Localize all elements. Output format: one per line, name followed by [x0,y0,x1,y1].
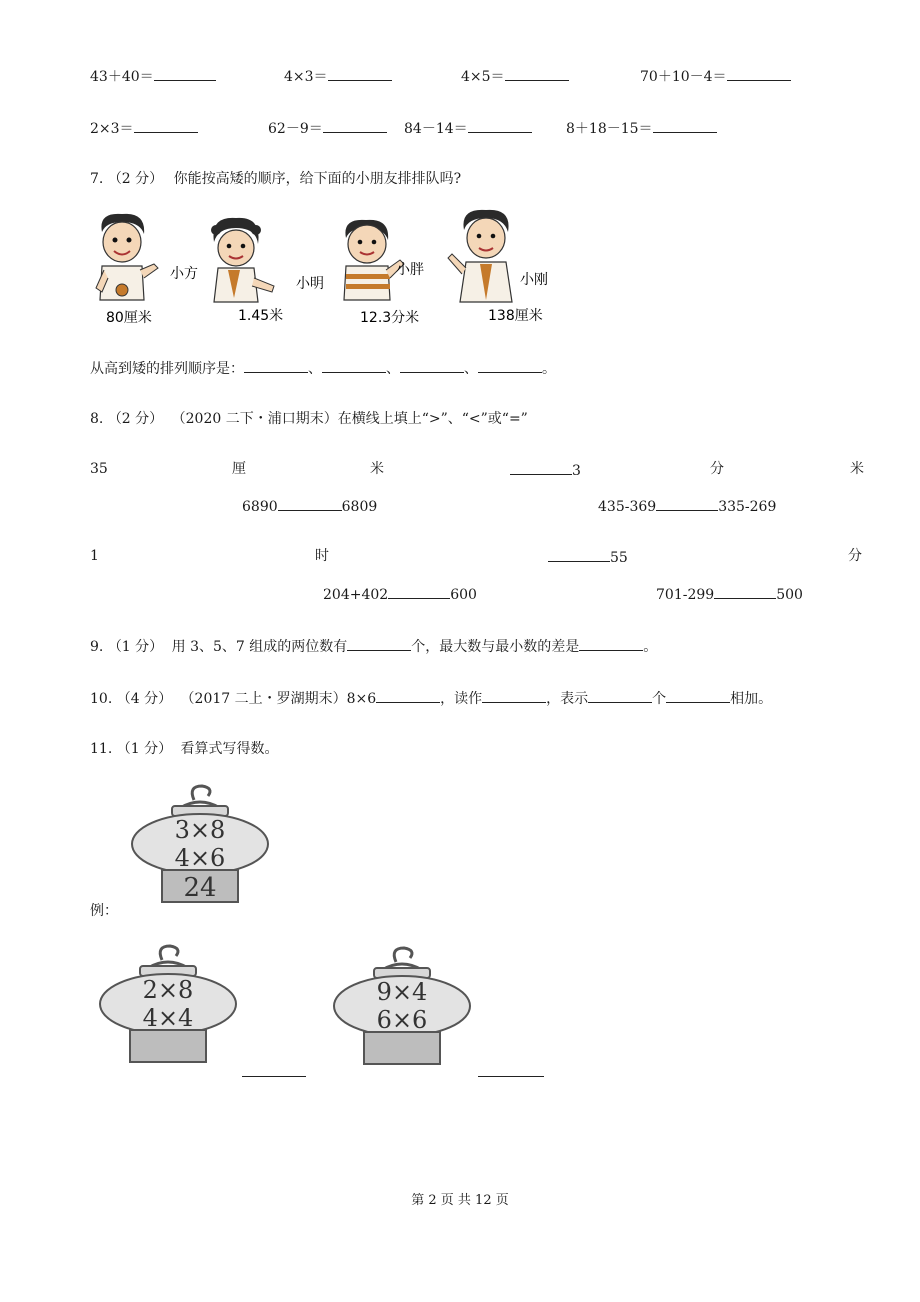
arith-item [90,66,216,86]
question-text: 你能按高矮的顺序，给下面的小朋友排排队吗? [173,171,462,187]
answer-blank[interactable] [322,358,386,373]
lantern-bottom-expr: 6×6 [376,1006,428,1034]
kid-name: 小明 [296,276,324,292]
question-number: 8. [90,411,104,427]
question-number: 11. [90,741,113,757]
q8-item [548,547,628,567]
answer-blank[interactable] [388,584,450,599]
question-number: 7. [90,171,104,187]
question-score: （1 分） [116,741,173,757]
answer-blank[interactable] [468,118,532,133]
q8-text: 55 [610,550,628,566]
question-score: （2 分） [107,171,164,187]
question-10 [90,688,772,708]
answer-blank[interactable] [376,688,440,703]
lantern-bottom-expr: 4×6 [174,844,226,872]
question-text: 用 3、5、7 组成的两位数有 [171,639,348,655]
kids-illustration [88,208,568,332]
arith-expr: 70＋10－4＝ [640,69,727,85]
question-9 [90,636,657,656]
q11-item [242,1062,306,1082]
kid-height: 80厘米 [106,310,152,326]
lantern-bottom-expr: 4×4 [142,1004,194,1032]
answer-blank[interactable] [242,1062,306,1077]
kid-name: 小方 [170,266,198,282]
q8-text: 701-299 [656,587,715,603]
question-number: 9. [90,639,104,655]
arith-item [404,118,532,138]
answer-blank[interactable] [714,584,776,599]
terminator: 。 [542,361,556,377]
lantern-top-expr: 9×4 [376,978,428,1006]
q8-item [323,584,477,604]
q8-text: 米 [850,461,864,477]
q11-item [478,1062,544,1082]
q8-text: 米 [370,461,384,477]
answer-blank[interactable] [727,66,791,81]
question-score: （2 分） [107,411,164,427]
question-score: （4 分） [116,691,173,707]
question-text: 。 [643,639,658,655]
q8-text: 3 [572,463,581,479]
q8-item [242,496,377,516]
kid-figure-icon [344,220,404,300]
answer-blank[interactable] [134,118,198,133]
answer-blank[interactable] [588,688,652,703]
example-label: 例： [90,903,118,919]
question-number: 10. [90,691,113,707]
q8-text: 时 [315,548,329,564]
q8-item [656,584,803,604]
question-text: 相加。 [730,691,773,707]
answer-blank[interactable] [653,118,717,133]
q8-text: 35 [90,461,108,477]
question-text: 看算式写得数。 [180,741,279,757]
arith-item [566,118,717,138]
q7-answer-line [90,358,556,378]
question-11 [90,740,279,758]
kid-height: 1.45米 [238,308,284,324]
kid-height: 12.3分米 [360,310,420,326]
answer-blank[interactable] [244,358,308,373]
arith-item [640,66,791,86]
question-score: （1 分） [107,639,164,655]
kid-height: 138厘米 [488,308,543,324]
lantern-2 [330,944,476,1068]
answer-blank[interactable] [579,636,643,651]
question-text: ，表示 [546,691,589,707]
question-text: （2020 二下・浦口期末）在横线上填上“>”、“<”或“=” [171,411,528,427]
page-footer: 第 2 页 共 12 页 [411,1193,509,1208]
arith-expr: 4×3＝ [284,69,328,85]
answer-blank[interactable] [347,636,411,651]
answer-blank[interactable] [328,66,392,81]
question-text: 个 [652,691,667,707]
answer-blank[interactable] [482,688,546,703]
answer-blank[interactable] [510,460,572,475]
arith-item [268,118,387,138]
question-7 [90,170,461,188]
answer-prefix: 从高到矮的排列顺序是： [90,361,244,377]
separator: 、 [386,361,400,377]
example-lantern [128,782,274,906]
arith-expr: 4×5＝ [461,69,505,85]
answer-blank[interactable] [478,358,542,373]
answer-blank[interactable] [400,358,464,373]
answer-blank[interactable] [154,66,216,81]
lantern-result: 24 [183,873,217,903]
arith-item [461,66,569,86]
question-text: 个，最大数与最小数的差是 [411,639,580,655]
kid-figure-icon [211,218,274,302]
lantern-top-expr: 3×8 [174,816,226,844]
question-text: （2017 二上・罗湖期末）8×6 [180,691,377,707]
arith-expr: 62－9＝ [268,121,323,137]
lantern-top-expr: 2×8 [142,976,194,1004]
arith-item [90,118,198,138]
question-text: ，读作 [440,691,483,707]
separator: 、 [464,361,478,377]
answer-blank[interactable] [323,118,387,133]
q8-text: 500 [776,587,803,603]
q8-text: 6809 [341,499,378,515]
answer-blank[interactable] [478,1062,544,1077]
lantern-1 [96,942,242,1066]
kid-name: 小胖 [396,262,424,278]
separator: 、 [308,361,322,377]
q8-text: 6890 [242,499,278,515]
kid-figure-icon [96,214,158,300]
answer-blank[interactable] [505,66,569,81]
arith-item [284,66,392,86]
q8-text: 1 [90,548,99,564]
q8-text: 335-269 [718,499,777,515]
question-8 [90,410,528,428]
q8-text: 分 [848,548,862,564]
q8-item [510,460,581,480]
arith-expr: 2×3＝ [90,121,134,137]
arith-expr: 84－14＝ [404,121,468,137]
answer-blank[interactable] [548,547,610,562]
answer-blank[interactable] [278,496,342,511]
q8-item [598,496,776,516]
q8-text: 435-369 [598,499,657,515]
kid-name: 小刚 [520,272,548,288]
q8-text: 分 [710,461,724,477]
answer-blank[interactable] [656,496,718,511]
arith-expr: 8＋18－15＝ [566,121,653,137]
arith-expr: 43＋40＝ [90,69,154,85]
q8-text: 600 [450,587,477,603]
q8-text: 204+402 [323,587,389,603]
kid-figure-icon [448,210,512,302]
q8-text: 厘 [232,461,246,477]
answer-blank[interactable] [666,688,730,703]
